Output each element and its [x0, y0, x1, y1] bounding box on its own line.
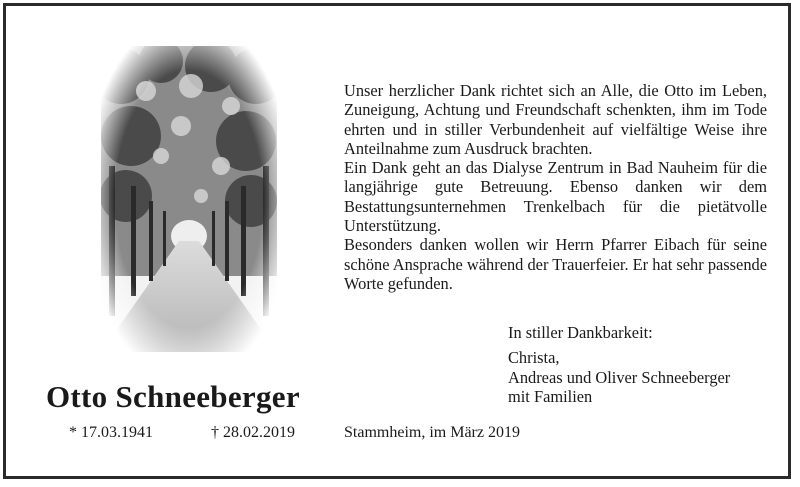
birth-date: * 17.03.1941	[69, 424, 153, 441]
signoff-line: In stiller Dankbarkeit:	[508, 323, 653, 342]
paragraph-thanks-all: Unser herzlicher Dank richtet sich an Alle, die Otto im Leben, Zuneigung, Achtung und Freundschaft schenkten, ihm im Tode ehrten und in stiller Verbundenheit auf vielfältige Weise ihre Anteilnahme zum Ausdruck brachten.	[344, 81, 767, 158]
signatory-line: Christa,	[508, 348, 560, 368]
paragraph-thanks-dialysis: Ein Dank geht an das Dialyse Zentrum in Bad Nauheim für die langjährige gute Betreuung. Ebenso danken wir dem Bestattungsunternehmen Trenkelbach für die pietätvolle Unterstützung.	[344, 158, 767, 236]
place-date: Stammheim, im März 2019	[344, 424, 520, 441]
paragraph-thanks-pastor: Besonders danken wollen wir Herrn Pfarrer Eibach für seine schöne Ansprache während der Trauerfeier. Er hat sehr passende Worte gefunden.	[344, 235, 767, 293]
obituary-card	[3, 3, 791, 479]
signatory-line: Andreas und Oliver Schneeberger	[508, 367, 731, 387]
thanks-text	[344, 81, 767, 293]
tree-avenue-photo	[101, 46, 277, 352]
signatory-line: mit Familien	[508, 386, 593, 406]
death-date: † 28.02.2019	[211, 424, 295, 441]
deceased-name: Otto Schneeberger	[46, 379, 300, 414]
signature-block	[508, 323, 730, 406]
